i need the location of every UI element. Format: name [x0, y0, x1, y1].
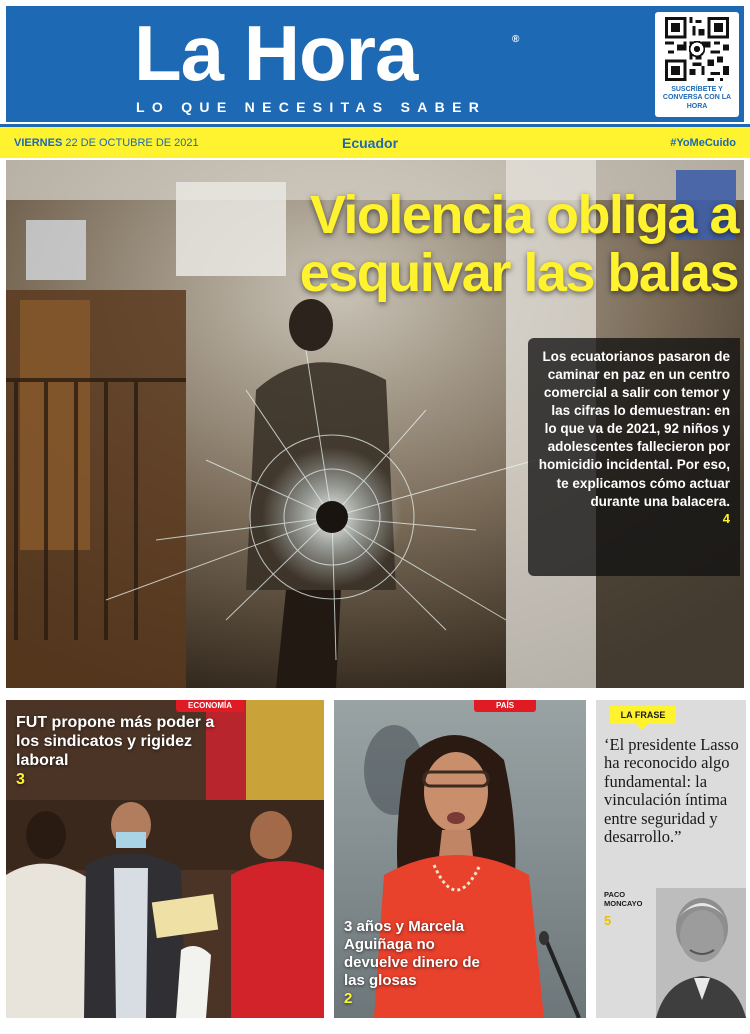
date-bar: [0, 124, 750, 158]
la-frase-box[interactable]: [596, 700, 746, 1018]
story-page-number[interactable]: 2: [344, 990, 353, 1007]
story-headline-aguinaga[interactable]: [344, 918, 484, 1008]
story-card-economia[interactable]: [6, 700, 324, 1018]
la-frase-page-number[interactable]: 5: [604, 913, 612, 928]
registered-mark: ®: [512, 34, 520, 45]
paco-moncayo-photo: [656, 888, 746, 1018]
main-summary-box: [528, 338, 740, 576]
masthead: [0, 0, 750, 124]
story-card-pais[interactable]: [334, 700, 586, 1018]
la-frase-quote: ‘El presidente Lasso ha reconocido algo fundamental: la vinculación íntima entre seguridad y desarrollo.”: [604, 735, 739, 847]
tagline: LO QUE NECESITAS SABER: [136, 99, 487, 115]
main-summary-text: Los ecuatorianos pasaron de caminar en paz en un centro comercial a salir con temor y las cifras lo demuestran: en lo que va de 2021, 92 niños y adolescentes fallecieron por homicidio incidental. Por eso, te explicamos cómo actuar durante una balacera.: [538, 349, 730, 509]
story-page-number[interactable]: 3: [16, 770, 25, 788]
story-headline-fut[interactable]: [16, 714, 226, 790]
qr-caption: SUSCRÍBETE Y CONVERSA CON LA HORA: [662, 86, 732, 110]
edition-weekday: VIERNES: [14, 137, 63, 149]
category-tag-pais[interactable]: PAÍS: [474, 700, 536, 712]
la-frase-tag: LA FRASE: [610, 706, 676, 724]
section-label[interactable]: Ecuador: [342, 135, 399, 151]
main-page-number[interactable]: 4: [722, 510, 730, 526]
edition-date-text: 22 DE OCTUBRE DE 2021: [65, 137, 199, 149]
qr-subscribe-box[interactable]: [655, 12, 739, 117]
main-headline[interactable]: Violencia obliga a esquivar las balas: [299, 185, 738, 304]
qr-code-icon: [665, 17, 729, 81]
story-headline-text: FUT propone más poder a los sindicatos y rigidez laboral: [16, 714, 215, 769]
campaign-hashtag[interactable]: #YoMeCuido: [670, 137, 736, 149]
newspaper-logo[interactable]: La Hora: [134, 9, 418, 97]
la-frase-author: PACO MONCAYO: [604, 890, 643, 909]
edition-date: [14, 137, 199, 149]
story-headline-text: 3 años y Marcela Aguiñaga no devuelve dinero de las glosas: [344, 918, 480, 989]
category-tag-economia[interactable]: ECONOMÍA: [176, 700, 244, 712]
main-story[interactable]: [6, 160, 744, 688]
